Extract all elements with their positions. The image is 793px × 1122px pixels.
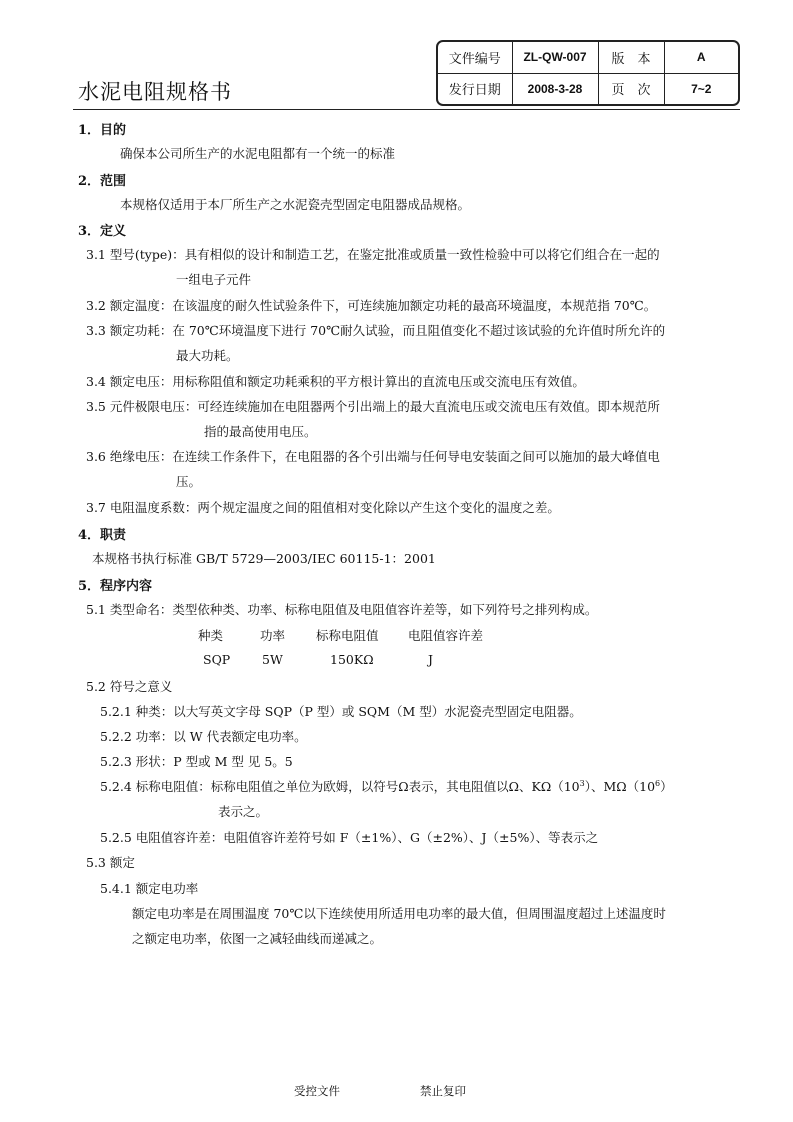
date-label: 发行日期: [438, 73, 512, 104]
definition-3-3: 3.3 额定功耗：在 70℃环境温度下进行 70℃耐久试验，而且阻值变化不超过该试验的允许值时所允许的: [86, 323, 666, 338]
para-5-2-1: 5.2.1 种类：以大写英文字母 SQP（P 型）或 SQM（M 型）水泥瓷壳型固定电阻器。: [100, 704, 582, 719]
para-5-2-3: 5.2.3 形状：P 型或 M 型 见 5。5: [100, 754, 293, 769]
section-1-text: 确保本公司所生产的水泥电阻都有一个统一的标准: [120, 146, 396, 161]
section-4-text: 本规格书执行标准 GB/T 5729—2003/IEC 60115-1：2001: [92, 551, 436, 566]
para-5-2: 5.2 符号之意义: [86, 679, 173, 694]
doc-no-value: ZL-QW-007: [512, 42, 598, 73]
document-title: 水泥电阻规格书: [78, 80, 232, 104]
para-5-3: 5.3 额定: [86, 855, 135, 870]
definition-3-4: 3.4 额定电压：用标称阻值和额定功耗乘积的平方根计算出的直流电压或交流电压有效值。: [86, 374, 585, 389]
version-label: 版 本: [598, 42, 664, 73]
section-5-title: 5．程序内容: [78, 579, 153, 594]
version-value: A: [664, 42, 738, 73]
definition-3-1-cont: 一组电子元件: [176, 272, 252, 287]
para-5-2-4-mid: ）、MΩ（10: [584, 779, 656, 794]
page-value: 7~2: [664, 73, 738, 104]
definition-3-5: 3.5 元件极限电压：可经连续施加在电阻器两个引出端上的最大直流电压或交流电压有效值。即本规范所: [86, 399, 660, 414]
definition-3-1: 3.1 型号(type)：具有相似的设计和制造工艺，在鉴定批准或质量一致性检验中可以将它们组合在一起的: [86, 247, 660, 262]
section-1-title: 1．目的: [78, 123, 127, 138]
doc-no-label: 文件编号: [438, 42, 512, 73]
naming-example-power: 5W: [262, 652, 283, 667]
para-5-2-4-post: ）: [660, 779, 673, 794]
para-5-4-1: 5.4.1 额定电功率: [100, 881, 199, 896]
naming-example-type: SQP: [203, 652, 231, 667]
para-5-1: 5.1 类型命名：类型依种类、功率、标称电阻值及电阻值容许差等，如下列符号之排列构成。: [86, 602, 598, 617]
section-2-title: 2．范围: [78, 174, 127, 189]
para-5-4-1-text-cont: 之额定电功率，依图一之减轻曲线而递减之。: [132, 931, 383, 946]
section-4-title: 4．职责: [78, 528, 127, 543]
footer-no-copy: 禁止复印: [420, 1084, 466, 1098]
date-value: 2008-3-28: [512, 73, 598, 104]
document-info-table: [436, 40, 740, 106]
definition-3-6: 3.6 绝缘电压：在连续工作条件下，在电阻器的各个引出端与任何导电安装面之间可以施加的最大峰值电: [86, 449, 660, 464]
section-3-title: 3．定义: [78, 224, 127, 239]
definition-3-7: 3.7 电阻温度系数：两个规定温度之间的阻值相对变化除以产生这个变化的温度之差。: [86, 500, 560, 515]
definition-3-5-cont: 指的最高使用电压。: [204, 424, 317, 439]
para-5-4-1-text: 额定电功率是在周围温度 70℃以下连续使用所适用电功率的最大值，但周围温度超过上述温度时: [132, 906, 666, 921]
naming-header-resistance: 标称电阻值: [316, 628, 379, 643]
naming-header-power: 功率: [260, 628, 286, 643]
naming-header-type: 种类: [198, 628, 224, 643]
para-5-2-4: [100, 777, 673, 795]
definition-3-2: 3.2 额定温度：在该温度的耐久性试验条件下，可连续施加额定功耗的最高环境温度，本规范指 70℃。: [86, 298, 657, 313]
page-label: 页 次: [598, 73, 664, 104]
definition-3-3-cont: 最大功耗。: [176, 348, 239, 363]
para-5-2-4-pre: 5.2.4 标称电阻值：标称电阻值之单位为欧姆，以符号Ω表示，其电阻值以Ω、KΩ（10: [100, 779, 580, 794]
footer-controlled-document: 受控文件: [294, 1084, 340, 1098]
exponent-6: 6: [655, 778, 661, 788]
naming-header-tolerance: 电阻值容许差: [408, 628, 484, 643]
exponent-3: 3: [579, 778, 585, 788]
naming-example-tolerance: J: [428, 652, 434, 667]
naming-example-resistance: 150KΩ: [330, 652, 374, 667]
section-2-text: 本规格仅适用于本厂所生产之水泥瓷壳型固定电阻器成品规格。: [120, 197, 471, 212]
para-5-2-4-cont: 表示之。: [218, 804, 269, 819]
definition-3-6-cont: 压。: [176, 474, 202, 489]
para-5-2-2: 5.2.2 功率：以 W 代表额定电功率。: [100, 729, 307, 744]
para-5-2-5: 5.2.5 电阻值容许差：电阻值容许差符号如 F（±1%）、G（±2%）、J（±5%）、等表示之: [100, 830, 599, 845]
header-divider: [73, 109, 740, 110]
